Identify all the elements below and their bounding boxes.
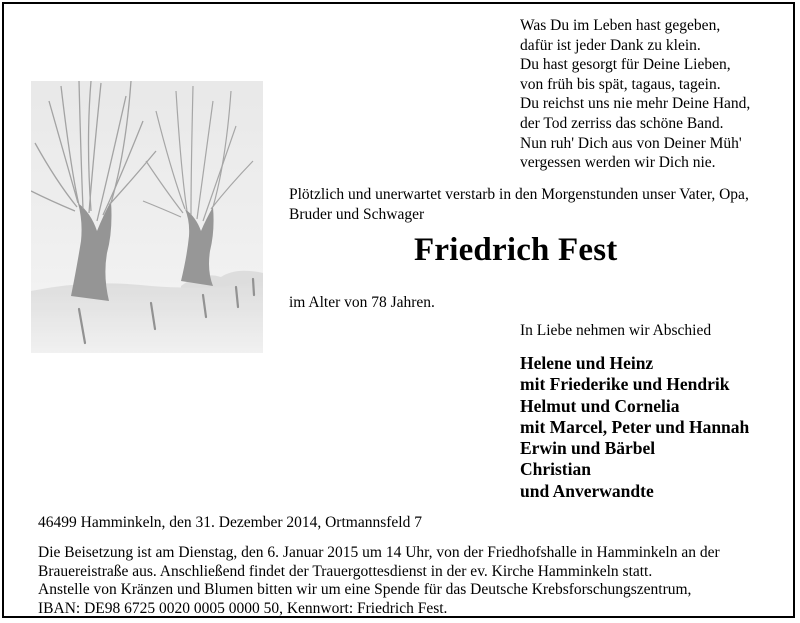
funeral-details [38,544,788,618]
poem-line: Was Du im Leben hast gegeben, [520,17,721,34]
farewell-line: In Liebe nehmen wir Abschied [520,322,712,339]
details-line: Die Beisetzung ist am Dienstag, den 6. Januar 2015 um 14 Uhr, von der Friedhofshalle in Hamminkeln an der [38,544,720,561]
deceased-name: Friedrich Fest [414,232,618,268]
poem-line: Du hast gesorgt für Deine Lieben, [520,56,731,74]
poem-line: dafür ist jeder Dank zu klein. [520,36,701,54]
family-member: Christian [520,459,591,480]
family-member: Helene und Heinz [520,353,654,373]
poem-line: Du reichst uns nie mehr Deine Hand, [520,95,751,113]
family-member: Helmut und Cornelia [520,395,680,416]
details-line: IBAN: DE98 6725 0020 0005 0000 50, Kennwort: Friedrich Fest. [38,599,448,617]
family-member: Erwin und Bärbel [520,438,656,459]
poem-line: von früh bis spät, tagaus, tagein. [520,75,721,93]
details-line: Anstelle von Kränzen und Blumen bitten wir um eine Spende für das Deutsche Krebsforschungszentrum, [38,581,692,598]
address-line: 46499 Hamminkeln, den 31. Dezember 2014, Ortmannsfeld 7 [38,514,422,531]
obituary-card [2,2,795,618]
details-line: Brauereistraße aus. Anschließend findet der Trauergottesdienst in der ev. Kirche Hamminkeln statt. [38,562,653,580]
winter-willows-photo [31,81,263,353]
family-member: mit Marcel, Peter und Hannah [520,416,750,437]
intro-text: Plötzlich und unerwartet verstarb in den Morgenstunden unser Vater, Opa, Bruder und Schwager [289,186,749,223]
poem-line: Nun ruh' Dich aus von Deiner Müh' [520,134,742,152]
family-member: mit Friederike und Hendrik [520,374,730,395]
poem-line: der Tod zerriss das schöne Band. [520,114,724,132]
family-member: und Anverwandte [520,480,654,501]
age-line: im Alter von 78 Jahren. [289,294,435,311]
poem [520,16,790,173]
poem-line: vergessen werden wir Dich nie. [520,154,716,172]
family-list [520,353,749,502]
